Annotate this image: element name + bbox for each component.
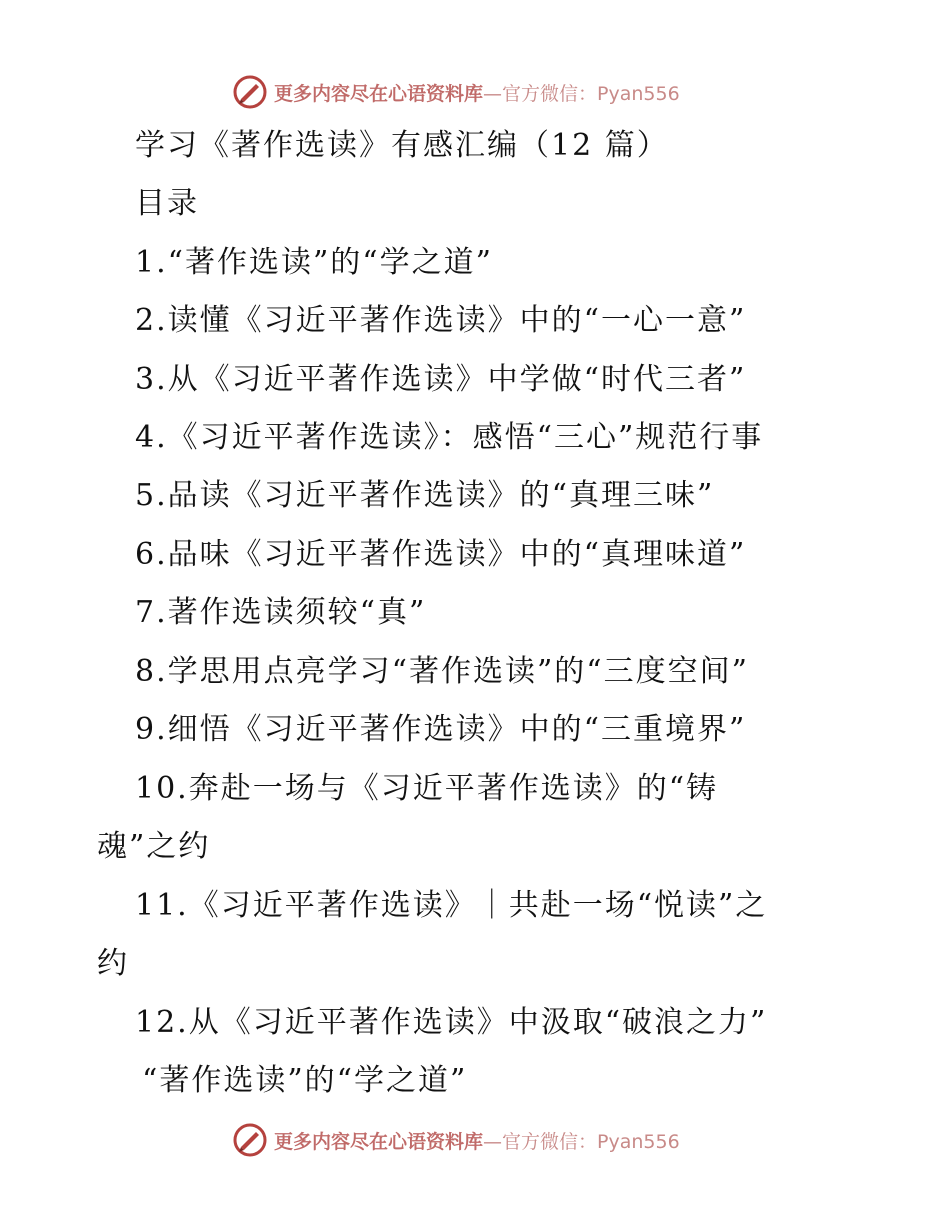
toc-item: 4.《习近平著作选读》：感悟“三心”规范行事 bbox=[135, 420, 764, 455]
toc-item: 12.从《习近平著作选读》中汲取“破浪之力” bbox=[135, 1005, 768, 1040]
banner-text bbox=[274, 1127, 680, 1154]
toc-item: 8.学思用点亮学习“著作选读”的“三度空间” bbox=[135, 654, 749, 689]
banner-wechat-text: 官方微信：Pyan556 bbox=[502, 1130, 680, 1153]
pen-logo-icon bbox=[232, 1122, 268, 1158]
toc-heading: 目录 bbox=[135, 186, 199, 221]
toc-item: 1.“著作选读”的“学之道” bbox=[135, 245, 493, 280]
toc-item: 10.奔赴一场与《习近平著作选读》的“铸 bbox=[135, 771, 719, 806]
top-banner bbox=[0, 72, 950, 112]
toc-item: 6.品味《习近平著作选读》中的“真理味道” bbox=[135, 537, 747, 572]
banner-wechat-text: 官方微信：Pyan556 bbox=[502, 82, 680, 105]
toc-item-continuation: 约 bbox=[97, 946, 129, 981]
banner-content bbox=[232, 1120, 680, 1160]
toc-item-continuation: 魂”之约 bbox=[97, 829, 211, 864]
banner-main-text: 更多内容尽在心语资料库 bbox=[274, 82, 484, 105]
toc-item: 3.从《习近平著作选读》中学做“时代三者” bbox=[135, 362, 747, 397]
banner-dash: — bbox=[483, 1130, 503, 1153]
section-heading: “著作选读”的“学之道” bbox=[142, 1063, 468, 1098]
document-title: 学习《著作选读》有感汇编（12 篇） bbox=[135, 128, 669, 163]
banner-content bbox=[232, 72, 680, 112]
bottom-banner bbox=[0, 1120, 950, 1160]
toc-item: 5.品读《习近平著作选读》的“真理三味” bbox=[135, 478, 715, 513]
toc-item: 2.读懂《习近平著作选读》中的“一心一意” bbox=[135, 303, 747, 338]
pen-logo-icon bbox=[232, 74, 268, 110]
toc-item: 11.《习近平著作选读》｜共赴一场“悦读”之 bbox=[135, 888, 768, 923]
toc-item: 7.著作选读须较“真” bbox=[135, 595, 427, 630]
toc-item: 9.细悟《习近平著作选读》中的“三重境界” bbox=[135, 712, 747, 747]
banner-text bbox=[274, 79, 680, 106]
banner-dash: — bbox=[483, 82, 503, 105]
banner-main-text: 更多内容尽在心语资料库 bbox=[274, 1130, 484, 1153]
